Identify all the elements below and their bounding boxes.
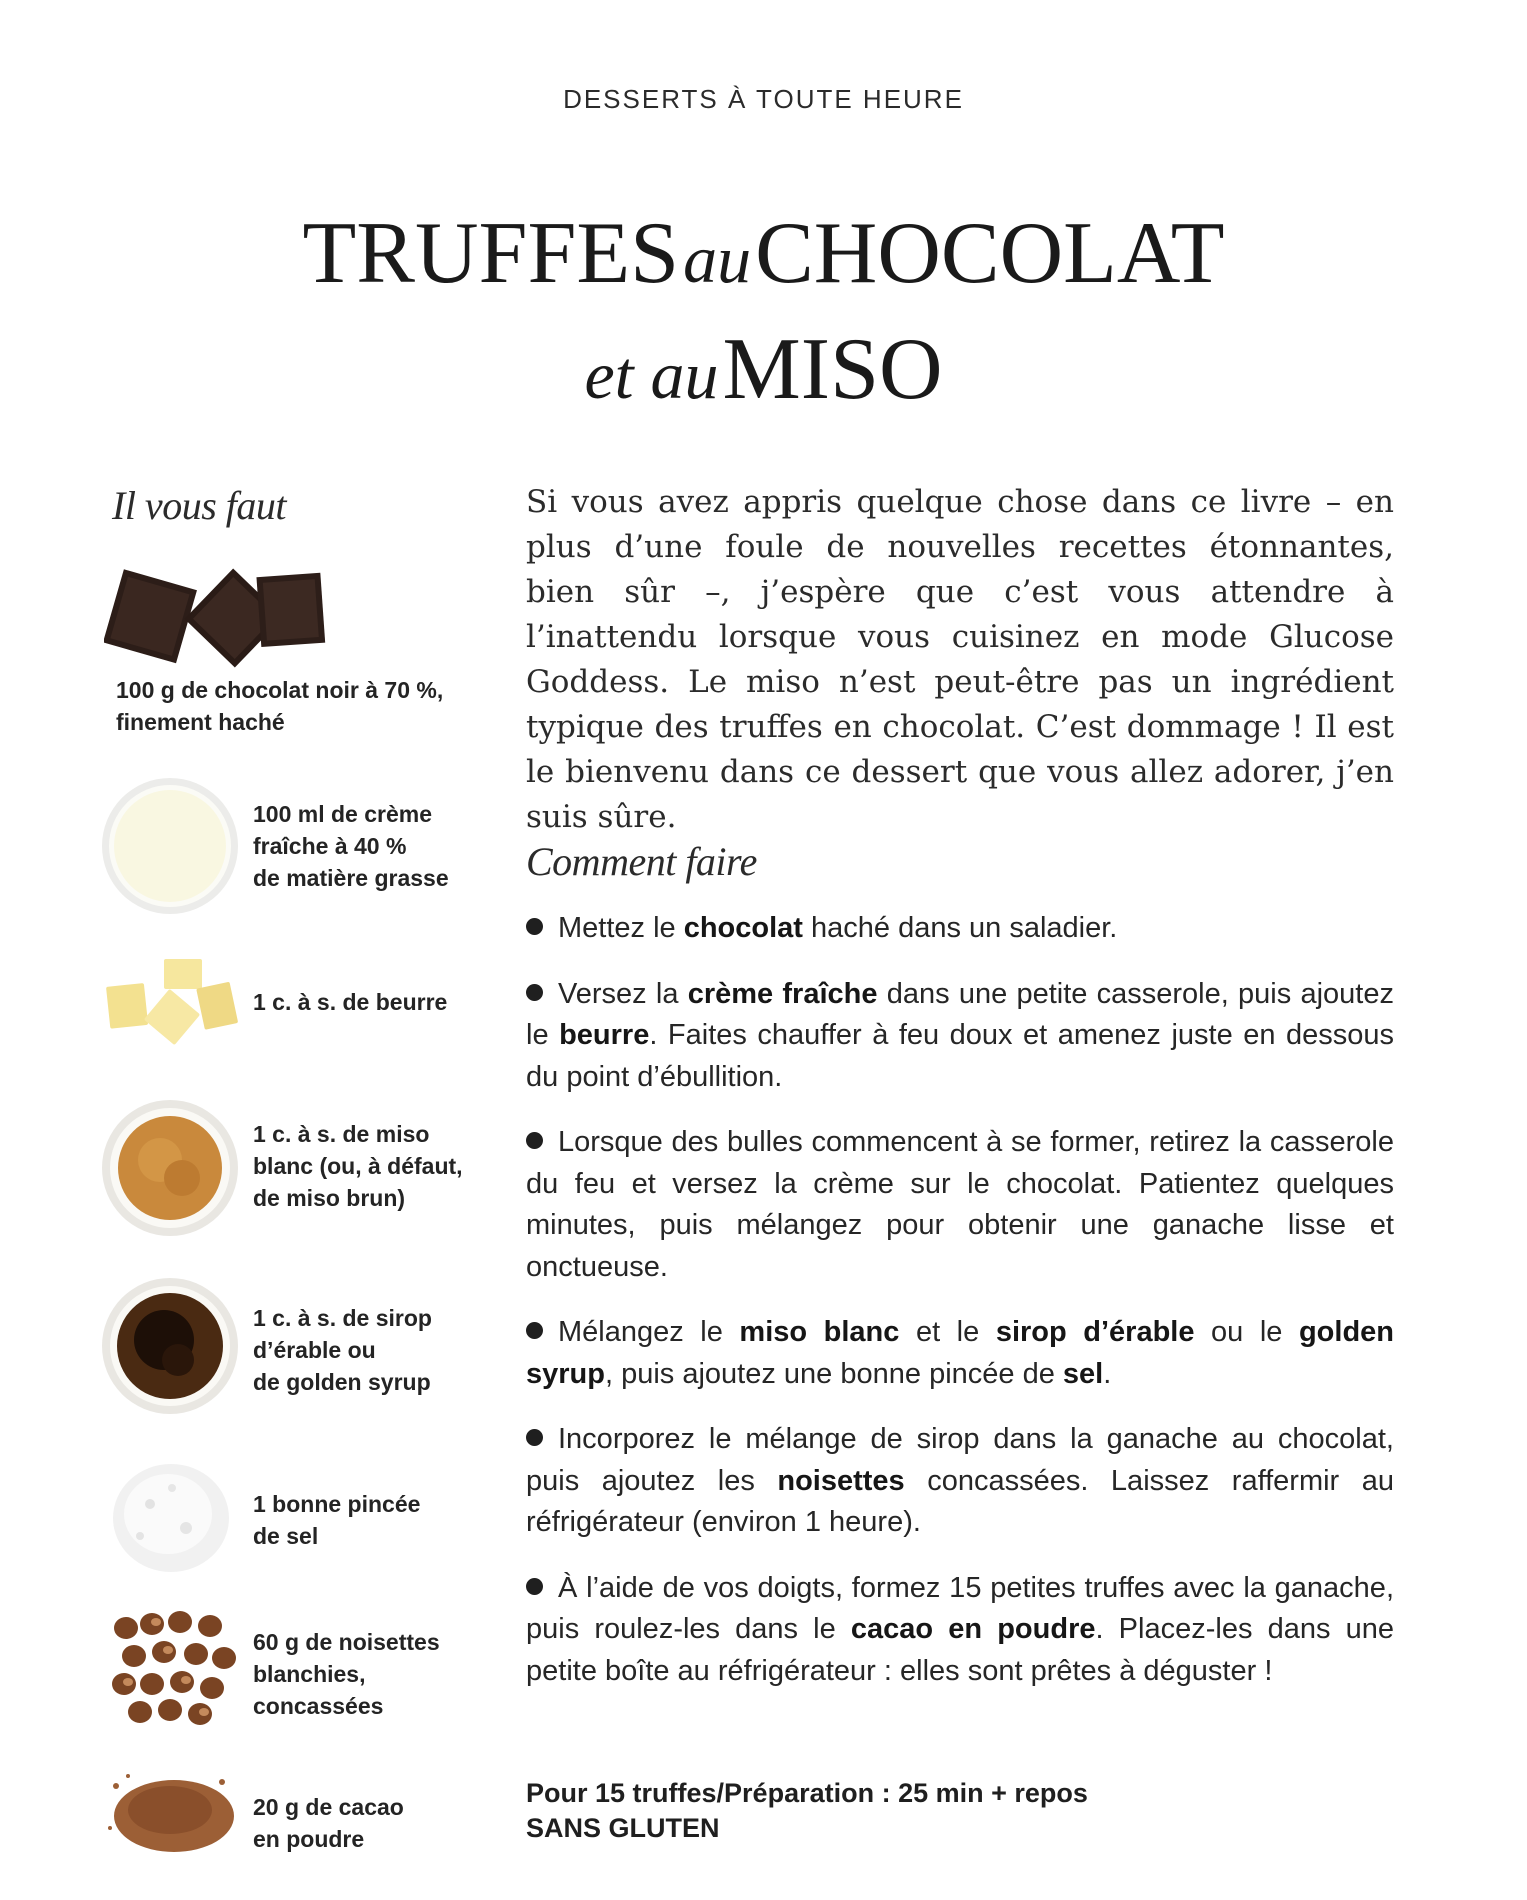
step-text: Incorporez le mélange de sirop dans la ganache au chocolat, puis ajoutez les [526, 1423, 1394, 1497]
bullet-icon [526, 1132, 543, 1149]
step-highlight: cacao en poudre [850, 1613, 1096, 1645]
title-word-truffes: TRUFFES [302, 205, 680, 302]
bullet-icon [526, 1429, 543, 1446]
bullet-icon [526, 1322, 543, 1339]
bullet-icon [526, 1578, 543, 1595]
step-text: ou le [1194, 1316, 1299, 1348]
title-line-2 [0, 321, 1527, 440]
method-step [526, 1568, 1394, 1693]
cocoa-powder-icon [104, 1758, 238, 1862]
gluten-free-tag: SANS GLUTEN [526, 1813, 720, 1843]
step-text: . Placez-les dans une petite boîte au réfrigérateur : elles sont prêtes à déguster ! [526, 1613, 1394, 1687]
method-step [526, 974, 1394, 1099]
ingredient-cream: 100 ml de crème fraîche à 40 % de matière grasse [253, 801, 449, 891]
hazelnuts-icon [112, 1610, 240, 1726]
step-text: et le [899, 1316, 996, 1348]
step-text: À l’aide de vos doigts, formez 15 petites truffes avec la ganache, puis roulez-les dans le [526, 1571, 1394, 1645]
bullet-icon [526, 918, 543, 935]
title-word-et-au: et au [584, 337, 719, 413]
step-highlight: sirop d’érable [995, 1316, 1195, 1348]
method-step [526, 1312, 1394, 1395]
step-highlight: golden syrup [526, 1316, 1395, 1390]
step-highlight: beurre [559, 1019, 650, 1051]
step-text: concassées. Laissez raffermir au réfrigérateur (environ 1 heure). [526, 1464, 1394, 1538]
ingredient-cocoa: 20 g de cacao en poudre [253, 1794, 404, 1852]
bullet-icon [526, 984, 543, 1001]
step-text: Mettez le [558, 912, 684, 944]
step-text: Lorsque des bulles commencent à se former, retirez la casserole du feu et versez la crème sur le chocolat. Patientez quelques minutes, puis mélangez pour obtenir une ganache lisse et onctueuse. [526, 1126, 1394, 1283]
syrup-bowl-icon [100, 1276, 240, 1416]
step-text: . Faites chauffer à feu doux et amenez juste en dessous du point d’ébullition. [526, 1019, 1394, 1093]
title-line-1 [0, 205, 1527, 324]
step-highlight: noisettes [777, 1464, 905, 1497]
section-kicker: DESSERTS À TOUTE HEURE [563, 84, 964, 114]
cream-bowl-icon [100, 776, 240, 916]
title-word-au: au [683, 221, 752, 297]
method-steps [526, 908, 1394, 1716]
chocolate-squares-icon [104, 560, 326, 672]
step-text: , puis ajoutez une bonne pincée de [604, 1357, 1063, 1390]
salt-pile-icon [110, 1458, 232, 1574]
ingredient-chocolate: 100 g de chocolat noir à 70 %, finement haché [116, 677, 444, 735]
method-step [526, 908, 1394, 950]
miso-bowl-icon [100, 1098, 240, 1238]
ingredient-syrup: 1 c. à s. de sirop d’érable ou de golden syrup [253, 1305, 432, 1395]
intro-paragraph: Si vous avez appris quelque chose dans ce livre – en plus d’une foule de nouvelles recettes étonnantes, bien sûr –, j’espère que c’est vous attendre à l’inattendu lorsque vous cuisinez en mode Glucose Goddess. Le miso n’est peut-être pas un ingrédient typique des truffes en chocolat. C’est dommage ! Il est le bienvenu dans ce dessert que vous allez adorer, j’en suis sûre. [526, 484, 1394, 835]
ingredient-miso: 1 c. à s. de miso blanc (ou, à défaut, de miso brun) [253, 1121, 463, 1211]
step-text: haché dans un saladier. [802, 912, 1118, 944]
step-text: Versez la [558, 977, 688, 1010]
step-text: dans une petite casserole, puis ajoutez le [526, 977, 1394, 1051]
step-highlight: sel [1062, 1357, 1104, 1390]
step-highlight: crème fraîche [687, 977, 878, 1010]
recipe-title [0, 205, 1527, 440]
method-step [526, 1419, 1394, 1544]
method-heading: Comment faire [526, 839, 757, 884]
ingredient-hazelnuts: 60 g de noisettes blanchies, concassées [253, 1629, 440, 1719]
ingredients-heading: Il vous faut [112, 483, 286, 528]
step-highlight: miso blanc [739, 1316, 900, 1348]
title-word-miso: MISO [722, 321, 943, 418]
ingredient-butter: 1 c. à s. de beurre [253, 989, 448, 1015]
method-step [526, 1122, 1394, 1288]
step-text: Mélangez le [558, 1316, 740, 1348]
ingredient-salt: 1 bonne pincée de sel [253, 1491, 421, 1549]
yield-prep-time: Pour 15 truffes/Préparation : 25 min + repos [526, 1778, 1088, 1808]
step-text: . [1103, 1357, 1112, 1390]
butter-cubes-icon [106, 955, 240, 1049]
step-highlight: chocolat [683, 912, 803, 944]
title-word-chocolat: CHOCOLAT [755, 205, 1225, 302]
recipe-footer [526, 1776, 1394, 1846]
